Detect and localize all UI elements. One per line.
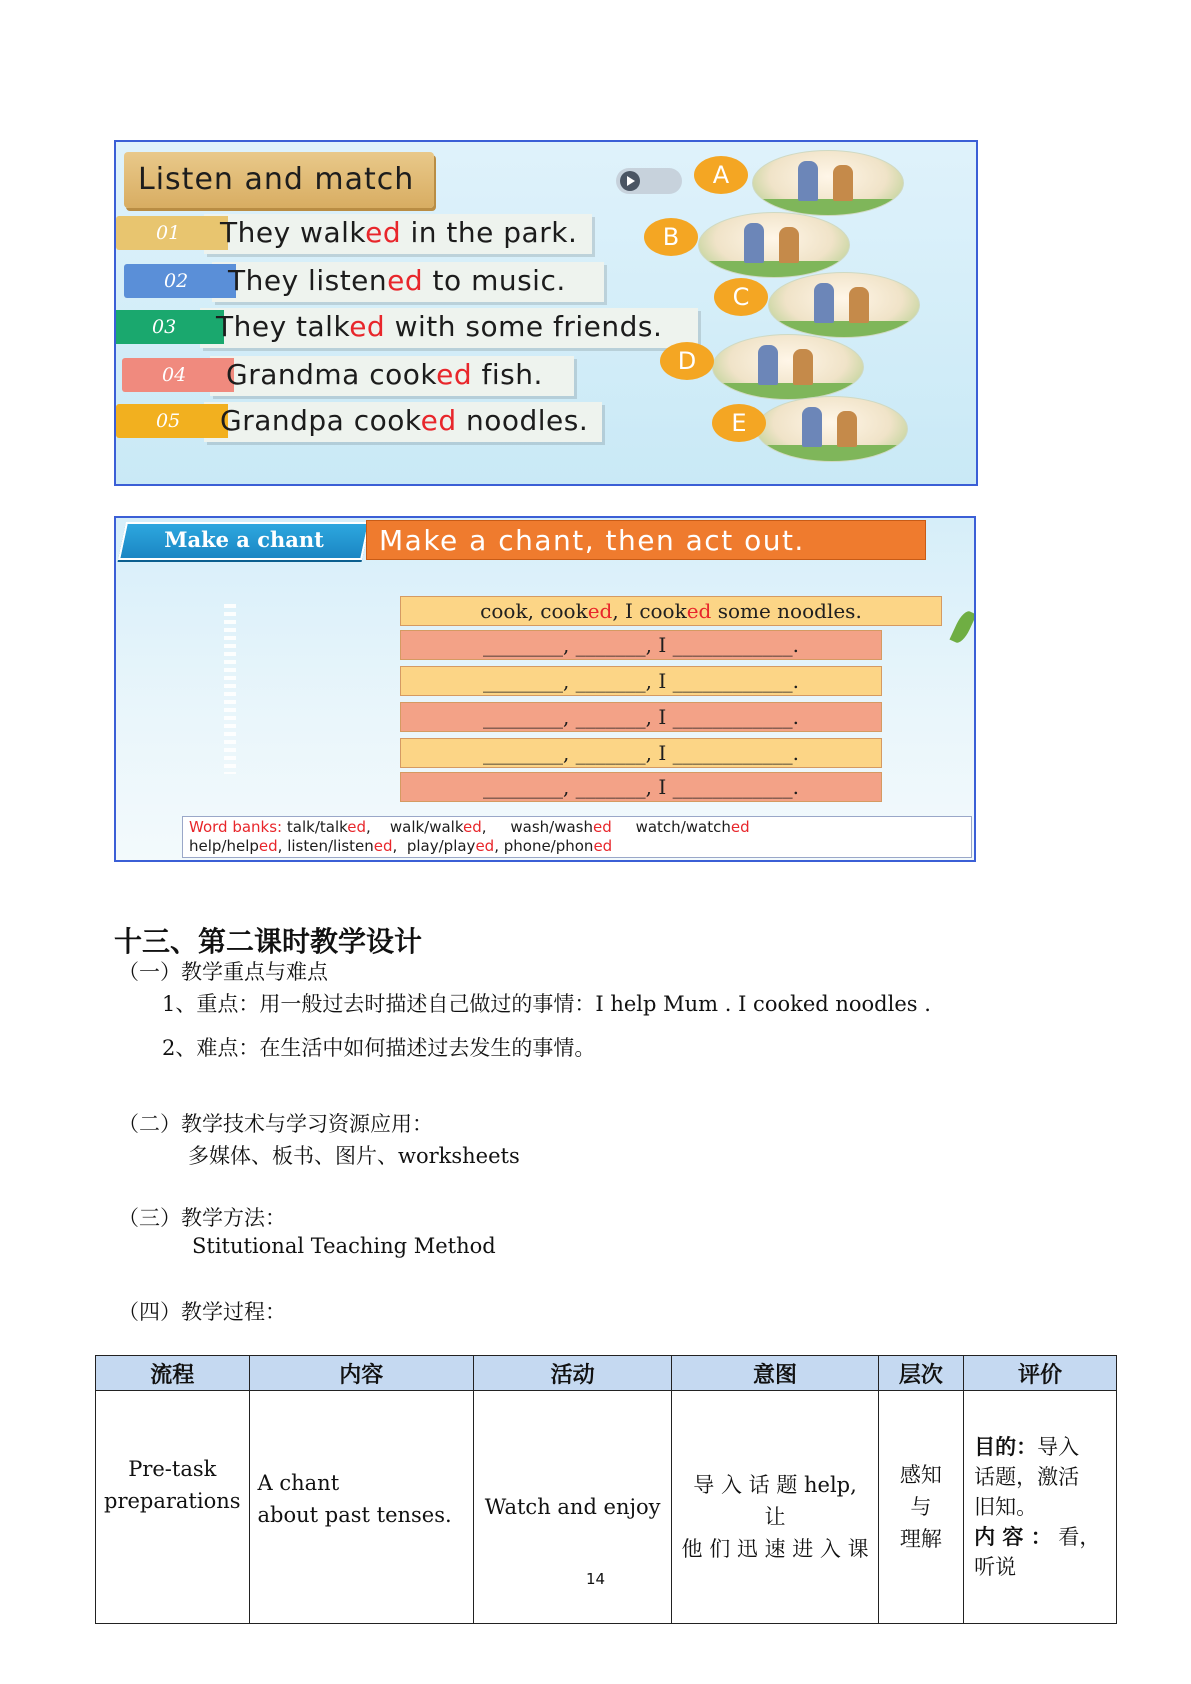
key-point: 1、重点：用一般过去时描述自己做过的事情：I help Mum . I cooked noodles .	[162, 992, 931, 1016]
resources-text: 多媒体、板书、图片、worksheets	[188, 1144, 520, 1168]
header-flow: 流程	[96, 1356, 250, 1391]
number-ribbon: 02	[124, 264, 236, 298]
section-heading: 十三、第二课时教学设计	[114, 925, 423, 958]
option-badge: C	[714, 278, 768, 316]
chant-blank-row: ________, _______, I ____________.	[400, 702, 882, 732]
sentence-text: They walked in the park.	[220, 216, 578, 249]
illustration-shape	[798, 161, 818, 201]
slide-heading: Make a chant, then act out.	[366, 520, 926, 560]
illustration-shape	[744, 223, 764, 263]
illustration-shape	[779, 227, 799, 263]
leaf-icon	[949, 609, 976, 646]
chant-blank-row: ________, _______, I ____________.	[400, 666, 882, 696]
method-text: Stitutional Teaching Method	[192, 1234, 496, 1258]
page-number: 14	[585, 1570, 606, 1588]
sentence-text: They talked with some friends.	[216, 310, 663, 343]
subsection-title-4: （四）教学过程：	[118, 1300, 286, 1324]
cell-flow: Pre-task preparations	[96, 1391, 250, 1624]
number-ribbon: 03	[114, 310, 224, 344]
table-header-row	[96, 1356, 1117, 1391]
word-bank-label: Word banks:	[189, 818, 283, 836]
table-row	[96, 1391, 1117, 1624]
illustration-shape	[757, 445, 907, 461]
cell-content: A chant about past tenses.	[249, 1391, 473, 1624]
number-ribbon: 05	[116, 404, 228, 438]
slide-title: Listen and match	[124, 152, 434, 208]
difficult-point: 2、难点：在生活中如何描述过去发生的事情。	[162, 1036, 596, 1060]
chant-blank-row: ________, _______, I ____________.	[400, 772, 882, 802]
sentence-row[interactable]	[124, 262, 724, 306]
sentence-row[interactable]	[122, 356, 722, 400]
option-badge: A	[694, 156, 748, 194]
sentence-row[interactable]	[116, 402, 716, 446]
word-bank-item: play/played,	[406, 837, 504, 855]
word-bank-item: watch/watched	[635, 818, 750, 836]
option-badge: D	[660, 342, 714, 380]
listen-and-match-slide	[114, 140, 978, 486]
header-evaluation: 评价	[964, 1356, 1117, 1391]
word-bank-item: phone/phoned	[503, 837, 613, 855]
cell-evaluation: 目的：导入 话题，激活 旧知。 内 容 ： 看， 听说	[964, 1391, 1117, 1624]
header-content: 内容	[249, 1356, 473, 1391]
illustration-shape	[802, 407, 822, 447]
number-ribbon: 04	[122, 358, 234, 392]
make-a-chant-slide	[114, 516, 976, 862]
word-bank-item: talk/talked,	[286, 818, 390, 836]
illustration-shape	[758, 345, 778, 385]
picture-option[interactable]	[752, 150, 904, 216]
header-intent: 意图	[672, 1356, 878, 1391]
decorative-dots	[224, 604, 236, 774]
word-bank-item: walk/walked,	[389, 818, 511, 836]
sentence-text: Grandma cooked fish.	[226, 358, 543, 391]
sentence-text: Grandpa cooked noodles.	[220, 404, 589, 437]
picture-option[interactable]	[756, 396, 908, 462]
chant-example-row: cook, cooked, I cooked some noodles.	[400, 596, 942, 626]
cell-level: 感知 与 理解	[878, 1391, 963, 1624]
header-level: 层次	[878, 1356, 963, 1391]
number-ribbon: 01	[116, 216, 228, 250]
illustration-shape	[837, 411, 857, 447]
audio-play-button[interactable]	[616, 168, 682, 194]
subsection-title-2: （二）教学技术与学习资源应用：	[118, 1112, 433, 1136]
illustration-shape	[793, 349, 813, 385]
illustration-shape	[814, 283, 834, 323]
word-bank	[182, 816, 972, 858]
sentence-row[interactable]	[116, 214, 716, 258]
sentence-row[interactable]	[114, 308, 712, 352]
word-bank-item: wash/washed	[510, 818, 612, 836]
chant-blank-row: ________, _______, I ____________.	[400, 738, 882, 768]
picture-option[interactable]	[698, 212, 850, 278]
picture-option[interactable]	[712, 334, 864, 400]
cell-intent: 导 入 话 题 help, 让 他 们 迅 速 进 入 课	[672, 1391, 878, 1624]
chant-blank-row: ________, _______, I ____________.	[400, 630, 882, 660]
illustration-shape	[849, 287, 869, 323]
word-bank-item: help/helped,	[189, 837, 288, 855]
word-bank-item: listen/listened,	[287, 837, 407, 855]
picture-option[interactable]	[768, 272, 920, 338]
subsection-title-1: （一）教学重点与难点	[118, 960, 328, 984]
illustration-shape	[833, 165, 853, 201]
header-activity: 活动	[473, 1356, 672, 1391]
slide-tab: Make a chant	[118, 522, 370, 560]
play-icon	[620, 171, 640, 191]
option-badge: E	[712, 404, 766, 442]
subsection-title-3: （三）教学方法：	[118, 1206, 286, 1230]
sentence-text: They listened to music.	[228, 264, 566, 297]
cell-activity: Watch and enjoy	[473, 1391, 672, 1624]
option-badge: B	[644, 218, 698, 256]
